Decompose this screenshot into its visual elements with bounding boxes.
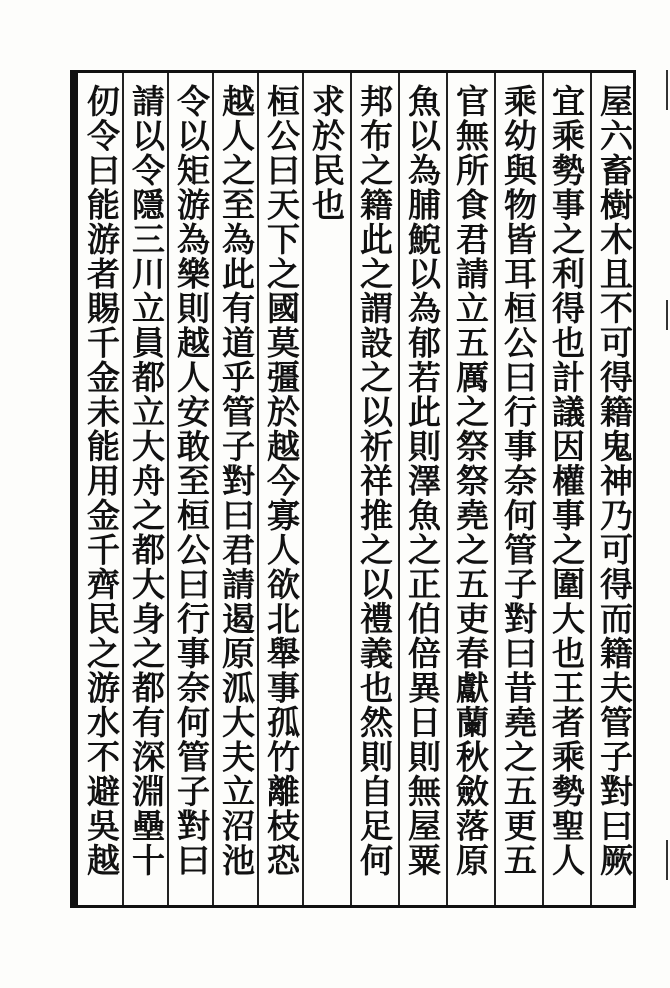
text-column: 乘幼與物皆耳桓公曰行事奈何管子對曰昔堯之五更五 [499,84,538,878]
text-column: 令以矩游為樂則越人安敢至桓公曰行事奈何管子對曰 [172,84,211,878]
text-column: 屋六畜樹木且不可得籍鬼神乃可得而籍夫管子對曰厥 [595,84,634,878]
text-column: 魚以為脯鯢以為郁若此則澤魚之正伯倍異日則無屋粟 [403,84,442,878]
text-column: 越人之至為此有道乎管子對曰君請遏原泒大夫立沼池 [217,84,256,878]
text-column: 邦布之籍此之謂設之以祈祥推之以禮義也然則自足何 [355,84,394,878]
text-column: 桓公曰天下之國莫彊於越今寡人欲北舉事孤竹離枝恐 [262,84,301,878]
text-column: 仞令曰能游者賜千金未能用金千齊民之游水不避吳越 [82,84,121,878]
text-column: 官無所食君請立五厲之祭祭堯之五吏春獻蘭秋斂落原 [451,84,490,878]
text-column: 求於民也 [307,84,346,222]
page-edge-marks [640,0,670,988]
text-column: 宜乘勢事之利得也計議因權事之圍大也王者乘勢聖人 [547,84,586,878]
text-column: 請以令隱三川立員都立大舟之都大身之都有深淵壘十 [127,84,166,878]
